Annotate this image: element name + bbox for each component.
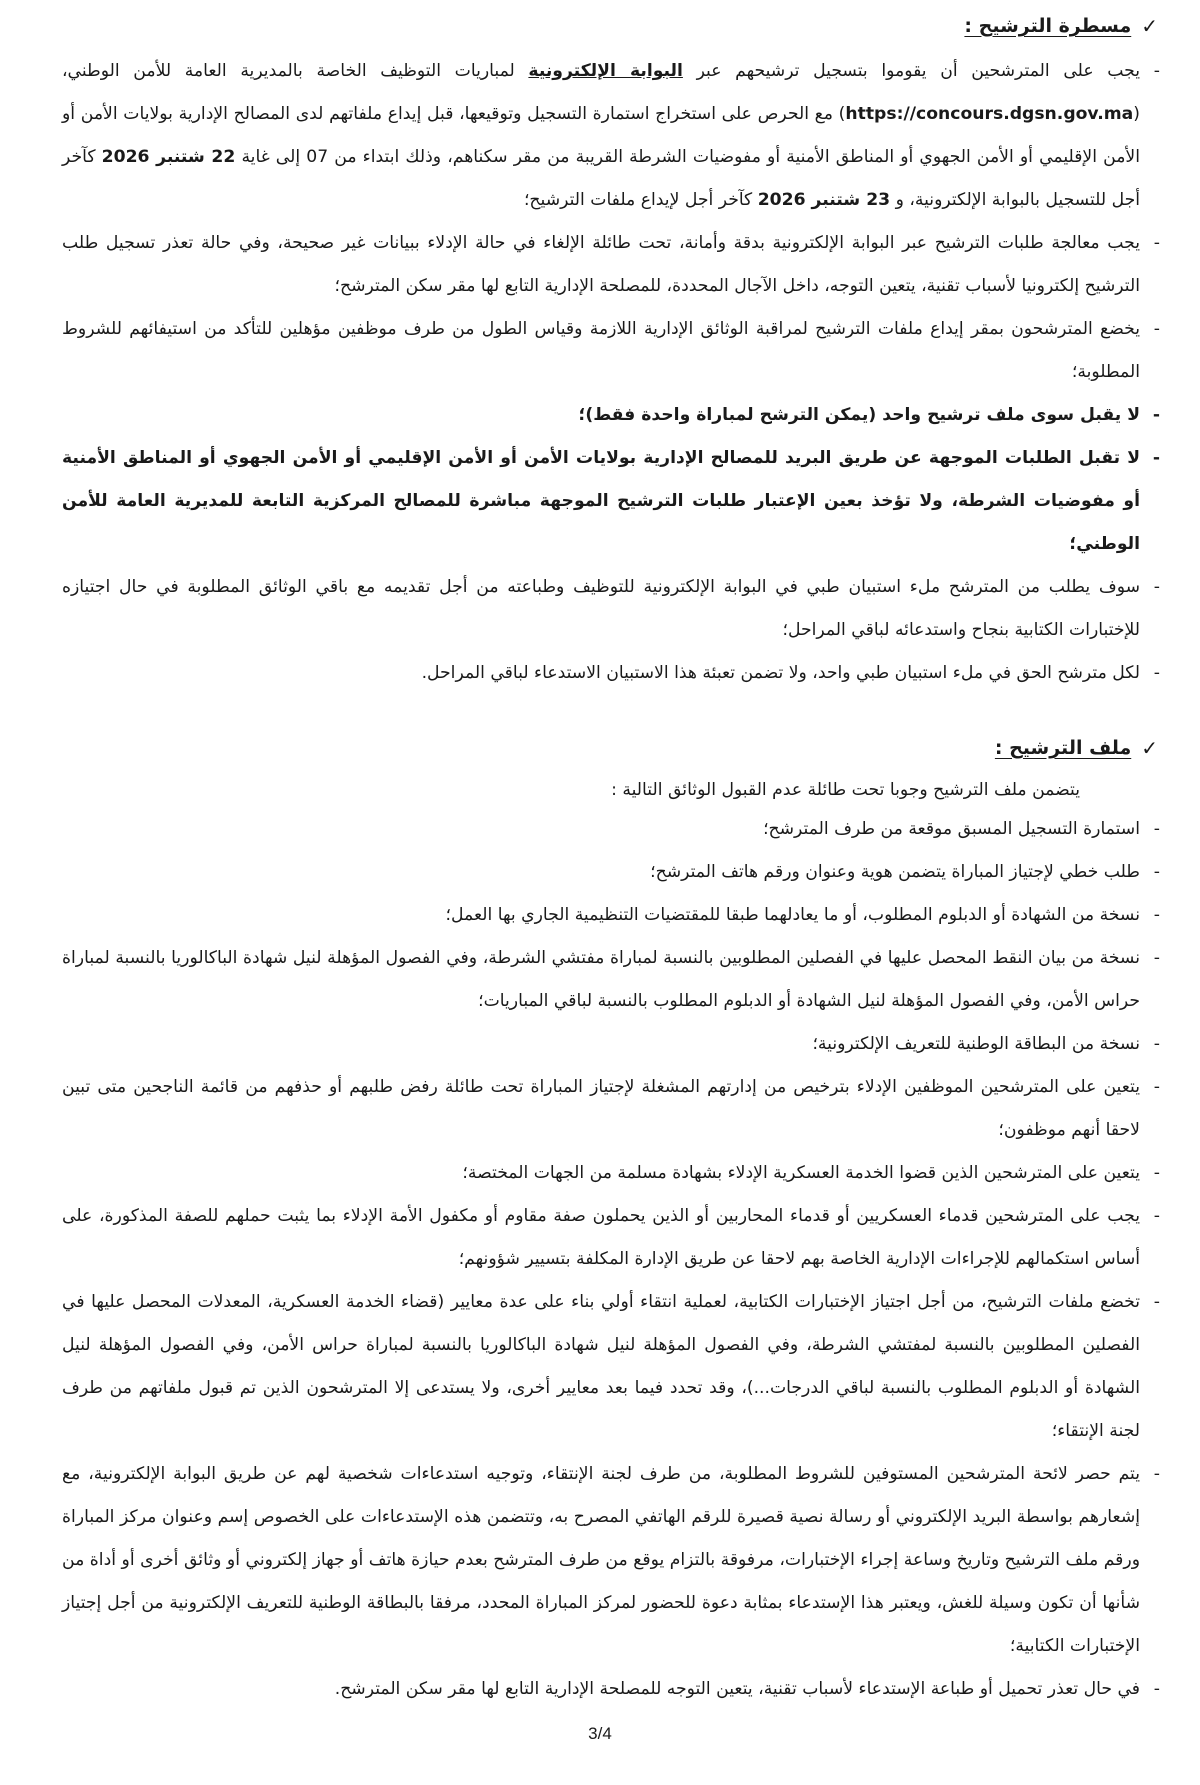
list-item: - استمارة التسجيل المسبق موقعة من طرف المترشح؛: [763, 819, 1160, 839]
list-item: - لكل مترشح الحق في ملء استبيان طبي واحد، ولا تضمن تعبئة هذا الاستبيان الاستدعاء لباقي المراحل.: [421, 663, 1160, 683]
registration-deadline: 22 شتنبر 2026: [101, 147, 236, 167]
list-item: - يتعين على المترشحين الموظفين الإدلاء بترخيص من إدارتهم المشغلة لإجتياز المباراة تحت طائلة رفض طلبهم أو حذفهم من قائمة الناجحين متى تبين لاحقا أنهم موظفون؛: [62, 1077, 1160, 1140]
section-heading-candidacy-file: [995, 736, 1158, 760]
list-item: - نسخة من البطاقة الوطنية للتعريف الإلكترونية؛: [812, 1034, 1160, 1054]
list-item: - يجب معالجة طلبات الترشيح عبر البوابة الإلكترونية بدقة وأمانة، تحت طائلة الإلغاء في حالة الإدلاء ببيانات غير صحيحة، وفي حالة تعذر تسجيل طلب الترشيح إلكترونيا لأسباب تقنية، يتعين التوجه، داخل الآجال المحددة، للمصلحة الإدارية التابع لها مقر سكن المترشح؛: [62, 233, 1160, 296]
list-item: - يجب على المترشحين أن يقوموا بتسجيل ترشيحهم عبر البوابة الإلكترونية لمباريات التوظيف الخاصة بالمديرية العامة للأمن الوطني، (https://concours.dgsn.gov.ma) مع الحرص على استخراج استمارة التسجيل وتوقيعها، قبل إيداع ملفاتهم لدى المصالح الإدارية بولايات الأمن أو الأمن الإقليمي أو الأمن الجهوي أو المناطق الأمنية أو مفوضيات الشرطة القريبة من مقر سكناهم، وذلك ابتداء من 07 إلى غاية 22 شتنبر 2026 كآخر أجل للتسجيل بالبوابة الإلكترونية، و 23 شتنبر 2026 كآخر أجل لإيداع ملفات الترشيح؛: [62, 61, 1160, 210]
page-number: 3/4: [588, 1724, 612, 1743]
deposit-deadline: 23 شتنبر 2026: [757, 190, 891, 210]
list-item: - يتعين على المترشحين الذين قضوا الخدمة العسكرية الإدلاء بشهادة مسلمة من الجهات المختصة؛: [462, 1163, 1160, 1183]
documents-list: [62, 808, 1160, 1711]
intro-text: يتضمن ملف الترشيح وجوبا تحت طائلة عدم القبول الوثائق التالية :: [611, 780, 1080, 800]
list-item: - نسخة من بيان النقط المحصل عليها في الفصلين المطلوبين بالنسبة لمباراة مفتشي الشرطة، وفي الفصول المؤهلة لنيل شهادة الباكالوريا بالنسبة لمباراة حراس الأمن، وفي الفصول المؤهلة لنيل الشهادة أو الدبلوم المطلوب بالنسبة لباقي المباريات؛: [62, 948, 1160, 1011]
list-item: - لا يقبل سوى ملف ترشيح واحد (يمكن الترشح لمباراة واحدة فقط)؛: [578, 405, 1160, 425]
list-item: - يجب على المترشحين قدماء العسكريين أو قدماء المحاربين أو الذين يحملون صفة مقاوم أو مكفول الأمة الإدلاء بما يثبت حملهم للصفة المذكورة، على أساس استكمالهم للإجراءات الإدارية الخاصة بهم لاحقا عن طريق الإدارة المكلفة بتسيير شؤونهم؛: [62, 1206, 1160, 1269]
section-candidacy-file: [62, 772, 1160, 1711]
list-item: - طلب خطي لإجتياز المباراة يتضمن هوية وعنوان ورقم هاتف المترشح؛: [650, 862, 1160, 882]
list-item: - سوف يطلب من المترشح ملء استبيان طبي في البوابة الإلكترونية للتوظيف وطباعته من أجل تقديمه مع باقي الوثائق المطلوبة في حال اجتيازه للإختبارات الكتابية بنجاح واستدعائه لباقي المراحل؛: [62, 577, 1160, 640]
portal-link-text: البوابة الإلكترونية: [528, 61, 683, 81]
procedure-list: [62, 50, 1160, 695]
checkmark-icon: ✓: [1141, 14, 1158, 38]
section-heading-candidacy-procedure: [964, 14, 1158, 38]
list-item: - لا تقبل الطلبات الموجهة عن طريق البريد للمصالح الإدارية بولايات الأمن أو الأمن الإقليمي أو الأمن الجهوي أو المناطق الأمنية أو مفوضيات الشرطة، ولا تؤخذ بعين الإعتبار طلبات الترشيح الموجهة مباشرة للمصالح المركزية التابعة للمديرية العامة للأمن الوطني؛: [62, 448, 1160, 554]
checkmark-icon: ✓: [1141, 736, 1158, 760]
section-title: ملف الترشيح :: [994, 737, 1132, 759]
list-item: - في حال تعذر تحميل أو طباعة الإستدعاء لأسباب تقنية، يتعين التوجه للمصلحة الإدارية التابع لها مقر سكن المترشح.: [334, 1679, 1160, 1699]
section-candidacy-procedure: [62, 50, 1160, 695]
list-item: - يتم حصر لائحة المترشحين المستوفين للشروط المطلوبة، من طرف لجنة الإنتقاء، وتوجيه استدعاءات شخصية لهم عن طريق البوابة الإلكترونية، مع إشعارهم بواسطة البريد الإلكتروني أو رسالة نصية قصيرة للرقم الهاتفي المصرح به، وتتضمن هذه الإستدعاءات على الخصوص إسم وعنوان مركز المباراة ورقم ملف الترشيح وتاريخ وساعة إجراء الإختبارات، مرفوقة بالتزام يوقع من طرف المترشح بعدم حيازة هاتف أو جهاز إلكتروني أو وثائق أخرى أو أداة من شأنها أن تكون وسيلة للغش، ويعتبر هذا الإستدعاء بمثابة دعوة للحضور لمركز المباراة المحدد، مرفقا بالبطاقة الوطنية للتعريف الإلكترونية من أجل إجتياز الإختبارات الكتابية؛: [62, 1464, 1160, 1656]
list-item: - يخضع المترشحون بمقر إيداع ملفات الترشيح لمراقبة الوثائق الإدارية اللازمة وقياس الطول من طرف موظفين مؤهلين للتأكد من استيفائهم للشروط المطلوبة؛: [62, 319, 1160, 382]
list-item: - تخضع ملفات الترشيح، من أجل اجتياز الإختبارات الكتابية، لعملية انتقاء أولي بناء على عدة معايير (قضاء الخدمة العسكرية، المعدلات المحصل عليها في الفصلين المطلوبين بالنسبة لمفتشي الشرطة، وفي الفصول المؤهلة لنيل شهادة الباكالوريا بالنسبة لمباراة حراس الأمن، وفي الفصول المؤهلة لنيل الشهادة أو الدبلوم المطلوب بالنسبة لباقي الدرجات...)، وقد تحدد فيما بعد معايير أخرى، ولا يستدعى إلا المترشحون الذين تم قبول ملفاتهم من طرف لجنة الإنتقاء؛: [62, 1292, 1160, 1441]
portal-url[interactable]: https://concours.dgsn.gov.ma: [845, 104, 1134, 124]
section-title: مسطرة الترشيح :: [964, 15, 1132, 37]
list-item: - نسخة من الشهادة أو الدبلوم المطلوب، أو ما يعادلهما طبقا للمقتضيات التنظيمية الجاري بها العمل؛: [445, 905, 1160, 925]
